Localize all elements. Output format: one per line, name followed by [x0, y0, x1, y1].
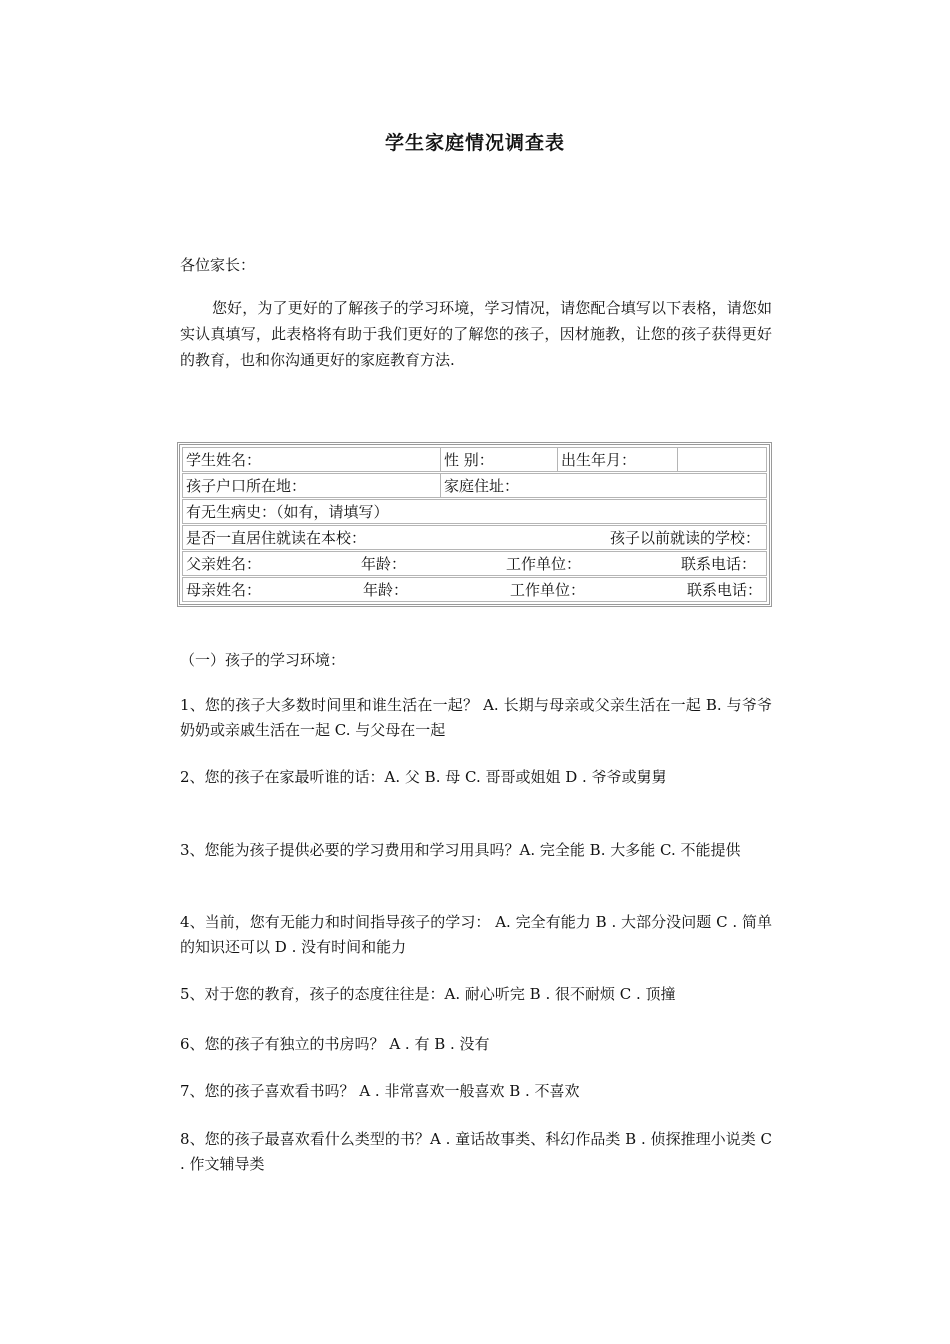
birth-date-value[interactable] — [678, 448, 766, 471]
mother-name-field[interactable]: 母亲姓名： — [186, 581, 262, 599]
question-4: 4、当前，您有无能力和时间指导孩子的学习： A. 完全有能力 B . 大部分没问题 C . 简单的知识还可以 D . 没有时间和能力 — [180, 913, 772, 956]
father-name-field[interactable]: 父亲姓名： — [186, 555, 262, 573]
father-work-field[interactable]: 工作单位： — [505, 555, 581, 573]
residence-field[interactable]: 是否一直居住就读在本校： — [186, 529, 367, 547]
previous-school-field[interactable]: 孩子以前就读的学校： — [609, 529, 760, 547]
question-3: 3、您能为孩子提供必要的学习费用和学习用具吗？A. 完全能 B. 大多能 C. 不能提供 — [180, 841, 741, 859]
mother-phone-field[interactable]: 联系电话： — [686, 581, 762, 599]
question-8: 8、您的孩子最喜欢看什么类型的书？A . 童话故事类、科幻作品类 B . 侦探推理小说类 C . 作文辅导类 — [180, 1130, 772, 1173]
birth-date-field[interactable]: 出生年月： — [558, 448, 678, 471]
section-heading: （一）孩子的学习环境： — [180, 651, 346, 669]
question-6: 6、您的孩子有独立的书房吗？ A . 有 B . 没有 — [180, 1035, 490, 1053]
father-age-field[interactable]: 年龄： — [360, 555, 406, 573]
page-title: 学生家庭情况调查表 — [384, 132, 565, 154]
hukou-field[interactable]: 孩子户口所在地： — [183, 474, 441, 497]
question-5: 5、对于您的教育，孩子的态度往往是：A. 耐心听完 B . 很不耐烦 C . 顶撞 — [180, 985, 676, 1003]
table-row — [182, 525, 767, 550]
table-row — [182, 551, 767, 576]
table-row — [182, 577, 767, 602]
table-row — [182, 499, 767, 524]
student-name-field[interactable]: 学生姓名： — [183, 448, 441, 471]
mother-age-field[interactable]: 年龄： — [362, 581, 408, 599]
father-phone-field[interactable]: 联系电话： — [680, 555, 756, 573]
gender-field[interactable]: 性 别： — [441, 448, 558, 471]
mother-work-field[interactable]: 工作单位： — [509, 581, 585, 599]
greeting: 各位家长： — [180, 256, 256, 274]
address-field[interactable]: 家庭住址： — [444, 477, 520, 495]
intro-paragraph: 您好，为了更好的了解孩子的学习环境，学习情况，请您配合填写以下表格，请您如实认真填写，此表格将有助于我们更好的了解您的孩子，因材施教，让您的孩子获得更好的教育，也和你沟通更好的家庭教育方法. — [180, 299, 772, 369]
question-7: 7、您的孩子喜欢看书吗？ A . 非常喜欢一般喜欢 B . 不喜欢 — [180, 1082, 580, 1100]
question-2: 2、您的孩子在家最听谁的话：A. 父 B. 母 C. 哥哥或姐姐 D . 爷爷或舅舅 — [180, 768, 667, 786]
student-info-table — [177, 442, 772, 607]
table-row — [182, 447, 767, 472]
illness-field[interactable]: 有无生病史：（如有，请填写） — [186, 503, 389, 521]
question-1: 1、您的孩子大多数时间里和谁生活在一起？ A. 长期与母亲或父亲生活在一起 B. 与爷爷奶奶或亲戚生活在一起 C. 与父母在一起 — [180, 696, 772, 739]
table-row — [182, 473, 767, 498]
